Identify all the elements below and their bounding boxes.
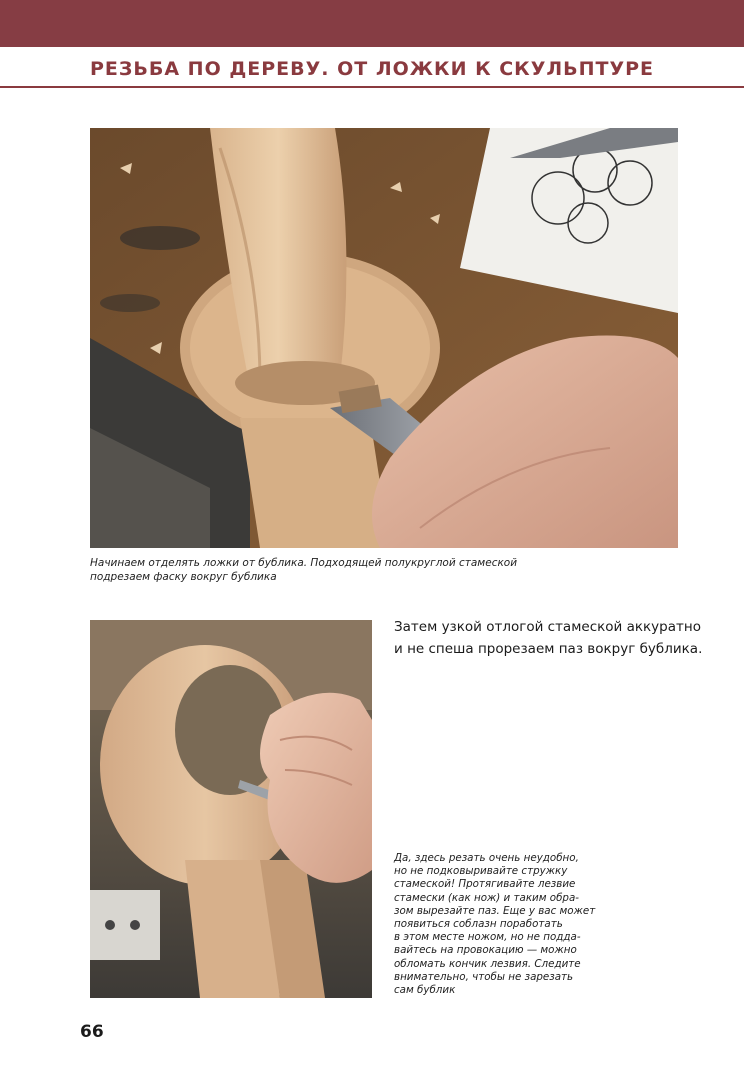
header-rule — [0, 86, 744, 88]
caption-line: Начинаем отделять ложки от бублика. Подходящей полукруглой стамеской — [90, 557, 518, 569]
note-line: Да, здесь резать очень неудобно, — [394, 852, 579, 864]
body-paragraph — [394, 616, 703, 660]
note-line: вайтесь на провокацию — можно — [394, 944, 577, 957]
body-line: и не спеша прорезаем паз вокруг бублика. — [394, 641, 703, 657]
body-line: Затем узкой отлогой стамеской аккуратно — [394, 619, 701, 635]
note-line: стамеской! Протягивайте лезвие — [394, 878, 576, 891]
note-line: обломать кончик лезвия. Следите — [394, 957, 581, 970]
page-number: 66 — [80, 1022, 104, 1042]
note-line: сам бублик — [394, 984, 456, 997]
note-line: но не подковыривайте стружку — [394, 865, 568, 878]
side-note — [394, 852, 594, 997]
photo-cutting-groove — [90, 620, 372, 998]
header-band — [0, 0, 744, 47]
note-line: зом вырезайте паз. Еще у вас может — [394, 904, 596, 917]
photo-top-caption — [90, 556, 530, 584]
note-line: внимательно, чтобы не зарезать — [394, 970, 574, 983]
note-line: в этом месте ножом, но не подда- — [394, 931, 581, 944]
caption-line: подрезаем фаску вокруг бублика — [90, 571, 277, 583]
note-line: стамески (как нож) и таким обра- — [394, 891, 579, 904]
note-line: появиться соблазн поработать — [394, 918, 563, 931]
running-header-title: РЕЗЬБА ПО ДЕРЕВУ. ОТ ЛОЖКИ К СКУЛЬПТУРЕ — [90, 58, 655, 80]
photo-carving-chamfer — [90, 128, 678, 548]
